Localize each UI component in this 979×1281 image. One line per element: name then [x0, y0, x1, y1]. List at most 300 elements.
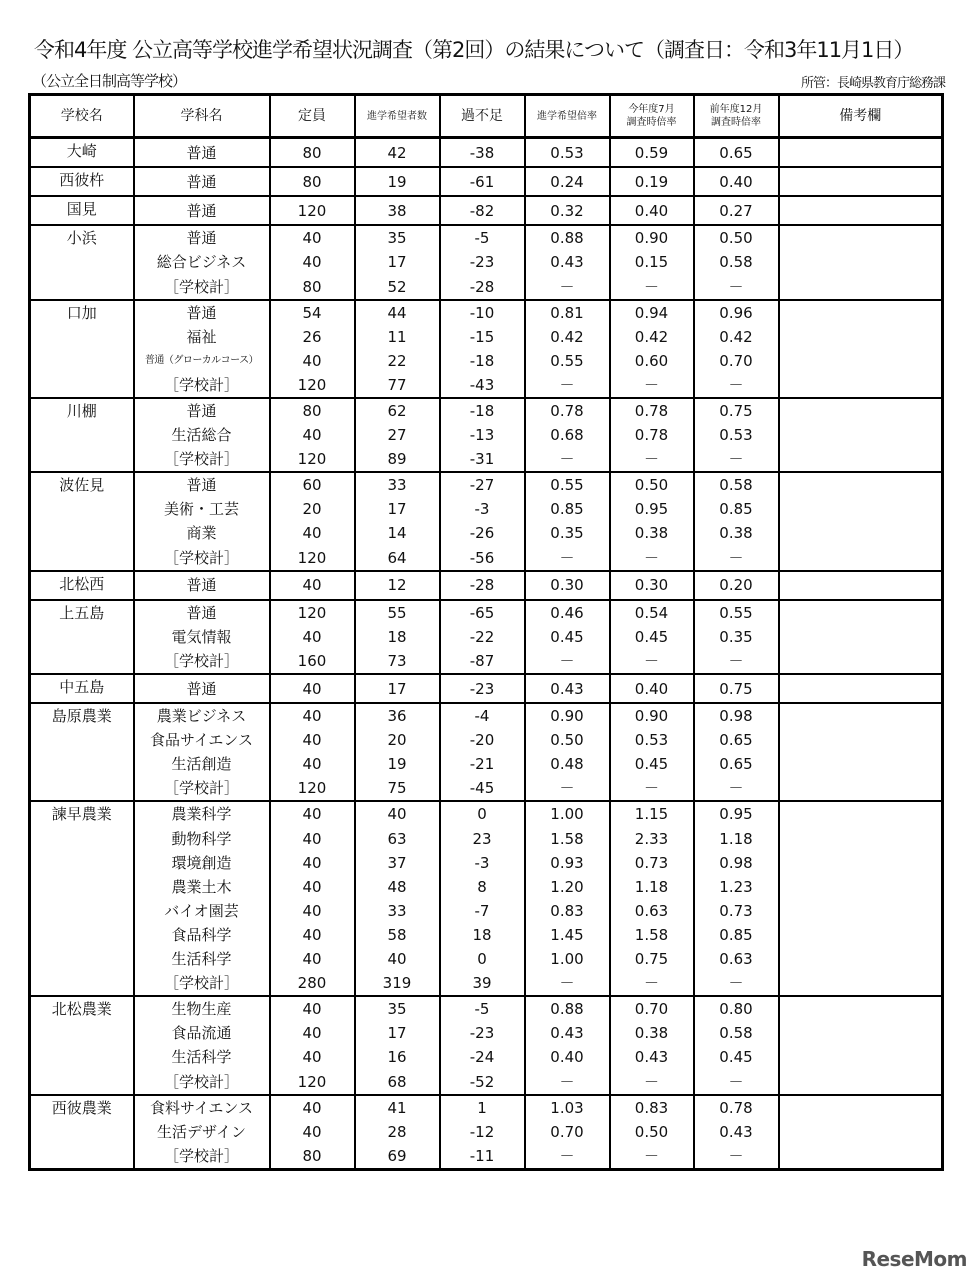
- cell-prev-dec-ratio: 0.58: [694, 472, 779, 497]
- table-row: [30, 728, 943, 752]
- cell-july-ratio: 2.33: [610, 827, 694, 851]
- cell-capacity: 26: [270, 325, 355, 349]
- cell-department: 環境創造: [134, 851, 270, 875]
- cell-remarks: [779, 398, 943, 423]
- header-july-ratio: 今年度7月 調査時倍率: [610, 95, 694, 138]
- cell-ratio: 0.50: [525, 728, 610, 752]
- cell-ratio: 0.93: [525, 851, 610, 875]
- cell-department: 生活デザイン: [134, 1120, 270, 1144]
- cell-remarks: [779, 971, 943, 996]
- cell-applicants: 77: [355, 373, 440, 398]
- cell-department: 農業ビジネス: [134, 703, 270, 728]
- table-row: [30, 274, 943, 299]
- cell-remarks: [779, 274, 943, 299]
- cell-remarks: [779, 1144, 943, 1170]
- cell-prev-dec-ratio: 0.96: [694, 300, 779, 325]
- cell-department: ［学校計］: [134, 373, 270, 398]
- table-row: [30, 398, 943, 423]
- cell-remarks: [779, 923, 943, 947]
- cell-capacity: 40: [270, 827, 355, 851]
- cell-capacity: 60: [270, 472, 355, 497]
- cell-prev-dec-ratio: －: [694, 373, 779, 398]
- cell-prev-dec-ratio: 0.70: [694, 349, 779, 373]
- cell-july-ratio: 1.58: [610, 923, 694, 947]
- cell-remarks: [779, 300, 943, 325]
- school-name: 北松農業: [30, 996, 134, 1094]
- cell-remarks: [779, 423, 943, 447]
- cell-surplus: 0: [440, 947, 525, 971]
- cell-surplus: -38: [440, 138, 525, 168]
- cell-ratio: 0.83: [525, 899, 610, 923]
- cell-department: 普通: [134, 167, 270, 196]
- cell-remarks: [779, 571, 943, 600]
- cell-applicants: 35: [355, 225, 440, 250]
- table-row: [30, 899, 943, 923]
- cell-department: 生活科学: [134, 947, 270, 971]
- cell-applicants: 38: [355, 196, 440, 225]
- cell-prev-dec-ratio: －: [694, 1144, 779, 1170]
- cell-capacity: 40: [270, 728, 355, 752]
- cell-ratio: 0.78: [525, 398, 610, 423]
- cell-capacity: 40: [270, 674, 355, 703]
- cell-capacity: 120: [270, 447, 355, 472]
- cell-capacity: 40: [270, 250, 355, 274]
- table-row: [30, 571, 943, 600]
- cell-july-ratio: 0.83: [610, 1095, 694, 1120]
- school-name: 川棚: [30, 398, 134, 472]
- cell-applicants: 68: [355, 1069, 440, 1094]
- cell-capacity: 80: [270, 167, 355, 196]
- cell-prev-dec-ratio: －: [694, 649, 779, 674]
- cell-ratio: 0.88: [525, 996, 610, 1021]
- cell-department: 普通: [134, 225, 270, 250]
- cell-capacity: 40: [270, 1045, 355, 1069]
- cell-prev-dec-ratio: 1.18: [694, 827, 779, 851]
- cell-july-ratio: －: [610, 649, 694, 674]
- header-capacity: 定員: [270, 95, 355, 138]
- cell-remarks: [779, 899, 943, 923]
- cell-remarks: [779, 373, 943, 398]
- cell-capacity: 20: [270, 497, 355, 521]
- cell-ratio: －: [525, 1069, 610, 1094]
- cell-prev-dec-ratio: 0.27: [694, 196, 779, 225]
- cell-july-ratio: －: [610, 776, 694, 801]
- cell-remarks: [779, 250, 943, 274]
- cell-capacity: 40: [270, 1095, 355, 1120]
- cell-ratio: 1.03: [525, 1095, 610, 1120]
- cell-remarks: [779, 225, 943, 250]
- cell-applicants: 63: [355, 827, 440, 851]
- cell-july-ratio: 0.75: [610, 947, 694, 971]
- table-row: [30, 349, 943, 373]
- cell-ratio: 0.24: [525, 167, 610, 196]
- cell-capacity: 280: [270, 971, 355, 996]
- cell-applicants: 69: [355, 1144, 440, 1170]
- cell-department: 普通: [134, 398, 270, 423]
- cell-department: 美術・工芸: [134, 497, 270, 521]
- cell-july-ratio: 1.18: [610, 875, 694, 899]
- cell-prev-dec-ratio: 0.53: [694, 423, 779, 447]
- cell-prev-dec-ratio: 0.43: [694, 1120, 779, 1144]
- cell-surplus: -24: [440, 1045, 525, 1069]
- cell-surplus: -12: [440, 1120, 525, 1144]
- table-row: [30, 373, 943, 398]
- cell-capacity: 40: [270, 801, 355, 826]
- cell-prev-dec-ratio: 0.98: [694, 703, 779, 728]
- cell-applicants: 12: [355, 571, 440, 600]
- cell-department: 普通: [134, 674, 270, 703]
- table-row: [30, 196, 943, 225]
- cell-applicants: 89: [355, 447, 440, 472]
- cell-july-ratio: 0.19: [610, 167, 694, 196]
- cell-surplus: -3: [440, 497, 525, 521]
- cell-july-ratio: 0.78: [610, 423, 694, 447]
- cell-ratio: 1.00: [525, 801, 610, 826]
- school-name: 国見: [30, 196, 134, 225]
- table-row: [30, 947, 943, 971]
- cell-ratio: 0.81: [525, 300, 610, 325]
- cell-applicants: 22: [355, 349, 440, 373]
- cell-department: 電気情報: [134, 625, 270, 649]
- school-name: 諫早農業: [30, 801, 134, 996]
- cell-surplus: -5: [440, 225, 525, 250]
- results-table: [28, 93, 944, 1171]
- cell-ratio: 0.90: [525, 703, 610, 728]
- cell-surplus: -15: [440, 325, 525, 349]
- cell-surplus: -27: [440, 472, 525, 497]
- cell-remarks: [779, 1045, 943, 1069]
- table-row: [30, 776, 943, 801]
- cell-july-ratio: 0.90: [610, 703, 694, 728]
- cell-ratio: 0.43: [525, 1021, 610, 1045]
- cell-surplus: -45: [440, 776, 525, 801]
- cell-remarks: [779, 546, 943, 571]
- table-row: [30, 1069, 943, 1094]
- table-row: [30, 625, 943, 649]
- table-row: [30, 851, 943, 875]
- cell-remarks: [779, 776, 943, 801]
- cell-capacity: 40: [270, 851, 355, 875]
- cell-department: バイオ園芸: [134, 899, 270, 923]
- cell-prev-dec-ratio: 0.20: [694, 571, 779, 600]
- cell-ratio: 1.20: [525, 875, 610, 899]
- cell-department: 商業: [134, 521, 270, 545]
- cell-surplus: -56: [440, 546, 525, 571]
- cell-ratio: －: [525, 971, 610, 996]
- cell-department: 生活総合: [134, 423, 270, 447]
- cell-ratio: 0.70: [525, 1120, 610, 1144]
- table-row: [30, 546, 943, 571]
- cell-july-ratio: 0.40: [610, 196, 694, 225]
- school-name: 中五島: [30, 674, 134, 703]
- cell-department: ［学校計］: [134, 546, 270, 571]
- cell-applicants: 48: [355, 875, 440, 899]
- cell-surplus: -26: [440, 521, 525, 545]
- cell-prev-dec-ratio: 0.40: [694, 167, 779, 196]
- cell-july-ratio: －: [610, 546, 694, 571]
- cell-surplus: -20: [440, 728, 525, 752]
- cell-prev-dec-ratio: 0.98: [694, 851, 779, 875]
- cell-applicants: 17: [355, 497, 440, 521]
- cell-july-ratio: －: [610, 1069, 694, 1094]
- cell-surplus: -10: [440, 300, 525, 325]
- cell-july-ratio: －: [610, 373, 694, 398]
- cell-july-ratio: 0.63: [610, 899, 694, 923]
- cell-department: 食品サイエンス: [134, 728, 270, 752]
- cell-ratio: 0.40: [525, 1045, 610, 1069]
- cell-remarks: [779, 1120, 943, 1144]
- cell-department: 普通: [134, 600, 270, 625]
- table-row: [30, 996, 943, 1021]
- cell-capacity: 40: [270, 947, 355, 971]
- cell-ratio: 1.00: [525, 947, 610, 971]
- cell-prev-dec-ratio: 0.65: [694, 728, 779, 752]
- cell-department: 普通: [134, 571, 270, 600]
- table-row: [30, 971, 943, 996]
- cell-applicants: 19: [355, 752, 440, 776]
- cell-applicants: 40: [355, 801, 440, 826]
- cell-capacity: 120: [270, 546, 355, 571]
- table-row: [30, 138, 943, 168]
- cell-capacity: 120: [270, 1069, 355, 1094]
- cell-july-ratio: 0.15: [610, 250, 694, 274]
- cell-applicants: 35: [355, 996, 440, 1021]
- cell-remarks: [779, 167, 943, 196]
- cell-remarks: [779, 447, 943, 472]
- cell-applicants: 17: [355, 674, 440, 703]
- cell-surplus: -21: [440, 752, 525, 776]
- cell-applicants: 319: [355, 971, 440, 996]
- cell-remarks: [779, 801, 943, 826]
- cell-prev-dec-ratio: 0.85: [694, 923, 779, 947]
- cell-applicants: 73: [355, 649, 440, 674]
- table-row: [30, 167, 943, 196]
- cell-applicants: 27: [355, 423, 440, 447]
- cell-ratio: －: [525, 447, 610, 472]
- cell-ratio: 0.85: [525, 497, 610, 521]
- school-name: 大崎: [30, 138, 134, 168]
- cell-capacity: 40: [270, 625, 355, 649]
- cell-capacity: 40: [270, 923, 355, 947]
- cell-department: ［学校計］: [134, 274, 270, 299]
- cell-department: 福祉: [134, 325, 270, 349]
- cell-capacity: 40: [270, 521, 355, 545]
- cell-surplus: -22: [440, 625, 525, 649]
- cell-surplus: 8: [440, 875, 525, 899]
- cell-applicants: 44: [355, 300, 440, 325]
- cell-remarks: [779, 349, 943, 373]
- cell-department: 動物科学: [134, 827, 270, 851]
- cell-applicants: 28: [355, 1120, 440, 1144]
- cell-ratio: 0.42: [525, 325, 610, 349]
- cell-applicants: 11: [355, 325, 440, 349]
- cell-capacity: 80: [270, 398, 355, 423]
- cell-surplus: -4: [440, 703, 525, 728]
- cell-july-ratio: －: [610, 1144, 694, 1170]
- cell-ratio: 0.55: [525, 349, 610, 373]
- cell-july-ratio: 0.73: [610, 851, 694, 875]
- cell-july-ratio: 0.70: [610, 996, 694, 1021]
- cell-applicants: 75: [355, 776, 440, 801]
- cell-surplus: -87: [440, 649, 525, 674]
- cell-july-ratio: 0.38: [610, 1021, 694, 1045]
- cell-prev-dec-ratio: 0.55: [694, 600, 779, 625]
- cell-remarks: [779, 1069, 943, 1094]
- cell-surplus: -65: [440, 600, 525, 625]
- cell-remarks: [779, 138, 943, 168]
- cell-ratio: －: [525, 373, 610, 398]
- cell-applicants: 33: [355, 472, 440, 497]
- cell-applicants: 55: [355, 600, 440, 625]
- cell-ratio: 1.58: [525, 827, 610, 851]
- cell-july-ratio: 0.40: [610, 674, 694, 703]
- cell-ratio: 0.30: [525, 571, 610, 600]
- cell-remarks: [779, 600, 943, 625]
- cell-surplus: -18: [440, 398, 525, 423]
- page-subtitle: （公立全日制高等学校）: [32, 72, 187, 90]
- header-ratio: 進学希望倍率: [525, 95, 610, 138]
- school-name: 島原農業: [30, 703, 134, 801]
- cell-ratio: 0.53: [525, 138, 610, 168]
- school-name: 口加: [30, 300, 134, 398]
- cell-july-ratio: 0.95: [610, 497, 694, 521]
- cell-prev-dec-ratio: 0.35: [694, 625, 779, 649]
- school-name: 波佐見: [30, 472, 134, 570]
- cell-department: 普通: [134, 300, 270, 325]
- cell-surplus: -11: [440, 1144, 525, 1170]
- cell-prev-dec-ratio: －: [694, 274, 779, 299]
- cell-remarks: [779, 625, 943, 649]
- school-name: 西彼杵: [30, 167, 134, 196]
- cell-ratio: 0.32: [525, 196, 610, 225]
- department-label: 所管：長崎県教育庁総務課: [800, 76, 945, 91]
- table-row: [30, 300, 943, 325]
- table-row: [30, 923, 943, 947]
- cell-capacity: 40: [270, 349, 355, 373]
- school-name: 小浜: [30, 225, 134, 299]
- cell-surplus: 1: [440, 1095, 525, 1120]
- table-row: [30, 447, 943, 472]
- cell-ratio: 0.45: [525, 625, 610, 649]
- cell-prev-dec-ratio: 1.23: [694, 875, 779, 899]
- cell-prev-dec-ratio: 0.50: [694, 225, 779, 250]
- cell-remarks: [779, 1021, 943, 1045]
- cell-department: 農業土木: [134, 875, 270, 899]
- cell-applicants: 62: [355, 398, 440, 423]
- cell-applicants: 16: [355, 1045, 440, 1069]
- resemom-watermark-logo: ReseMom: [861, 1247, 967, 1271]
- cell-department: ［学校計］: [134, 971, 270, 996]
- cell-prev-dec-ratio: 0.45: [694, 1045, 779, 1069]
- cell-july-ratio: 0.45: [610, 625, 694, 649]
- cell-department: 普通: [134, 472, 270, 497]
- cell-applicants: 37: [355, 851, 440, 875]
- cell-surplus: 23: [440, 827, 525, 851]
- cell-july-ratio: 0.90: [610, 225, 694, 250]
- cell-department: ［学校計］: [134, 649, 270, 674]
- cell-capacity: 120: [270, 373, 355, 398]
- table-row: [30, 875, 943, 899]
- school-name: 上五島: [30, 600, 134, 674]
- cell-july-ratio: －: [610, 274, 694, 299]
- cell-applicants: 41: [355, 1095, 440, 1120]
- cell-july-ratio: －: [610, 447, 694, 472]
- cell-applicants: 36: [355, 703, 440, 728]
- header-surplus: 過不足: [440, 95, 525, 138]
- cell-applicants: 17: [355, 250, 440, 274]
- cell-ratio: －: [525, 1144, 610, 1170]
- table-row: [30, 703, 943, 728]
- cell-prev-dec-ratio: 0.65: [694, 752, 779, 776]
- cell-remarks: [779, 196, 943, 225]
- cell-applicants: 14: [355, 521, 440, 545]
- cell-prev-dec-ratio: －: [694, 776, 779, 801]
- cell-remarks: [779, 521, 943, 545]
- cell-july-ratio: 0.30: [610, 571, 694, 600]
- cell-surplus: -28: [440, 274, 525, 299]
- cell-department: 普通: [134, 196, 270, 225]
- cell-capacity: 54: [270, 300, 355, 325]
- cell-surplus: 39: [440, 971, 525, 996]
- cell-capacity: 40: [270, 875, 355, 899]
- table-row: [30, 250, 943, 274]
- cell-ratio: 0.88: [525, 225, 610, 250]
- cell-july-ratio: 0.42: [610, 325, 694, 349]
- table-row: [30, 827, 943, 851]
- table-row: [30, 472, 943, 497]
- cell-july-ratio: －: [610, 971, 694, 996]
- cell-remarks: [779, 996, 943, 1021]
- cell-capacity: 40: [270, 703, 355, 728]
- header-school: 学校名: [30, 95, 134, 138]
- table-row: [30, 752, 943, 776]
- cell-applicants: 52: [355, 274, 440, 299]
- cell-capacity: 120: [270, 600, 355, 625]
- cell-july-ratio: 0.60: [610, 349, 694, 373]
- cell-remarks: [779, 728, 943, 752]
- cell-department: ［学校計］: [134, 447, 270, 472]
- cell-applicants: 40: [355, 947, 440, 971]
- cell-prev-dec-ratio: 0.73: [694, 899, 779, 923]
- cell-applicants: 33: [355, 899, 440, 923]
- cell-department: 食料サイエンス: [134, 1095, 270, 1120]
- cell-prev-dec-ratio: 0.95: [694, 801, 779, 826]
- cell-remarks: [779, 325, 943, 349]
- cell-remarks: [779, 827, 943, 851]
- cell-july-ratio: 0.43: [610, 1045, 694, 1069]
- cell-capacity: 40: [270, 996, 355, 1021]
- cell-surplus: -3: [440, 851, 525, 875]
- cell-surplus: -18: [440, 349, 525, 373]
- cell-ratio: 0.48: [525, 752, 610, 776]
- cell-applicants: 58: [355, 923, 440, 947]
- table-row: [30, 600, 943, 625]
- cell-surplus: -82: [440, 196, 525, 225]
- cell-department: 食品科学: [134, 923, 270, 947]
- cell-ratio: 0.46: [525, 600, 610, 625]
- cell-prev-dec-ratio: －: [694, 1069, 779, 1094]
- cell-applicants: 17: [355, 1021, 440, 1045]
- cell-prev-dec-ratio: 0.80: [694, 996, 779, 1021]
- cell-applicants: 18: [355, 625, 440, 649]
- cell-july-ratio: 0.59: [610, 138, 694, 168]
- cell-remarks: [779, 703, 943, 728]
- cell-surplus: -52: [440, 1069, 525, 1094]
- cell-department: 農業科学: [134, 801, 270, 826]
- cell-applicants: 19: [355, 167, 440, 196]
- cell-capacity: 40: [270, 1021, 355, 1045]
- cell-july-ratio: 0.94: [610, 300, 694, 325]
